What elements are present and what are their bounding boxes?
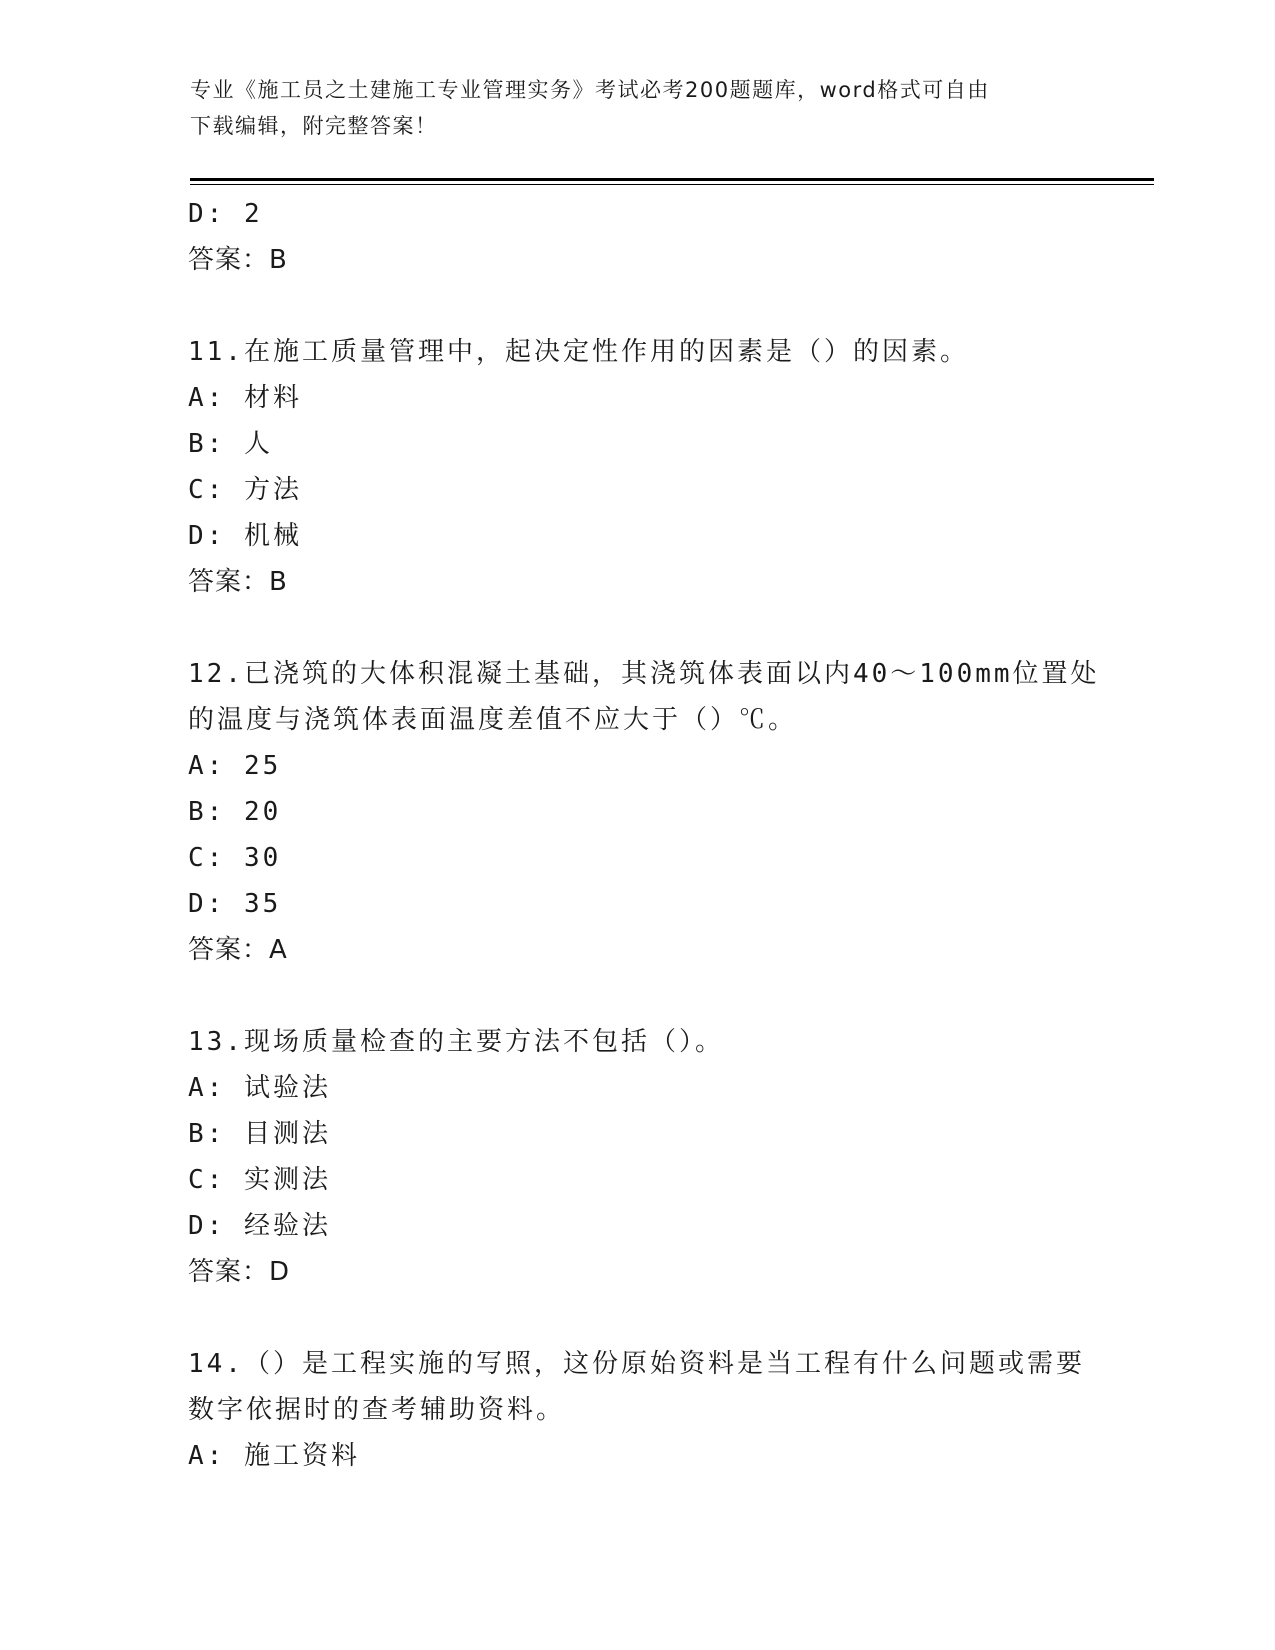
header-rule-thin	[190, 184, 1154, 185]
option-c: C: 方法	[188, 475, 302, 505]
question-stem-line: 数字依据时的查考辅助资料。	[188, 1395, 566, 1425]
option-b: B: 人	[188, 429, 273, 459]
answer: 答案：B	[188, 567, 288, 597]
document-header	[190, 72, 1090, 144]
question-13	[188, 1019, 1088, 1295]
header-line-1: 专业《施工员之土建施工专业管理实务》考试必考200题题库，word格式可自由	[190, 78, 990, 102]
option-c: C: 30	[188, 843, 282, 873]
question-stem-line: 12.已浇筑的大体积混凝土基础，其浇筑体表面以内40～100mm位置处	[188, 659, 1100, 689]
option-d: D: 35	[188, 889, 282, 919]
prev-answer: 答案：B	[188, 245, 288, 275]
prev-option-d: D: 2	[188, 199, 263, 229]
option-a: A: 25	[188, 751, 282, 781]
question-12	[188, 651, 1100, 973]
option-d: D: 经验法	[188, 1211, 331, 1241]
option-a: A: 施工资料	[188, 1441, 360, 1471]
question-stem-line: 的温度与浇筑体表面温度差值不应大于（）℃。	[188, 705, 798, 735]
option-a: A: 材料	[188, 383, 302, 413]
option-a: A: 试验法	[188, 1073, 331, 1103]
question-11	[188, 329, 1088, 605]
question-stem-line: 14.（）是工程实施的写照，这份原始资料是当工程有什么问题或需要	[188, 1349, 1085, 1379]
header-rule-thick	[190, 178, 1154, 181]
answer: 答案：A	[188, 935, 288, 965]
answer: 答案：D	[188, 1257, 291, 1287]
header-line-2: 下载编辑，附完整答案！	[190, 114, 438, 138]
question-stem-line: 11.在施工质量管理中，起决定性作用的因素是（）的因素。	[188, 337, 969, 367]
option-b: B: 20	[188, 797, 282, 827]
question-14	[188, 1341, 1088, 1479]
question-stem-line: 13.现场质量检查的主要方法不包括（）。	[188, 1027, 724, 1057]
option-c: C: 实测法	[188, 1165, 331, 1195]
option-d: D: 机械	[188, 521, 302, 551]
option-b: B: 目测法	[188, 1119, 331, 1149]
question-list	[188, 191, 1100, 1479]
